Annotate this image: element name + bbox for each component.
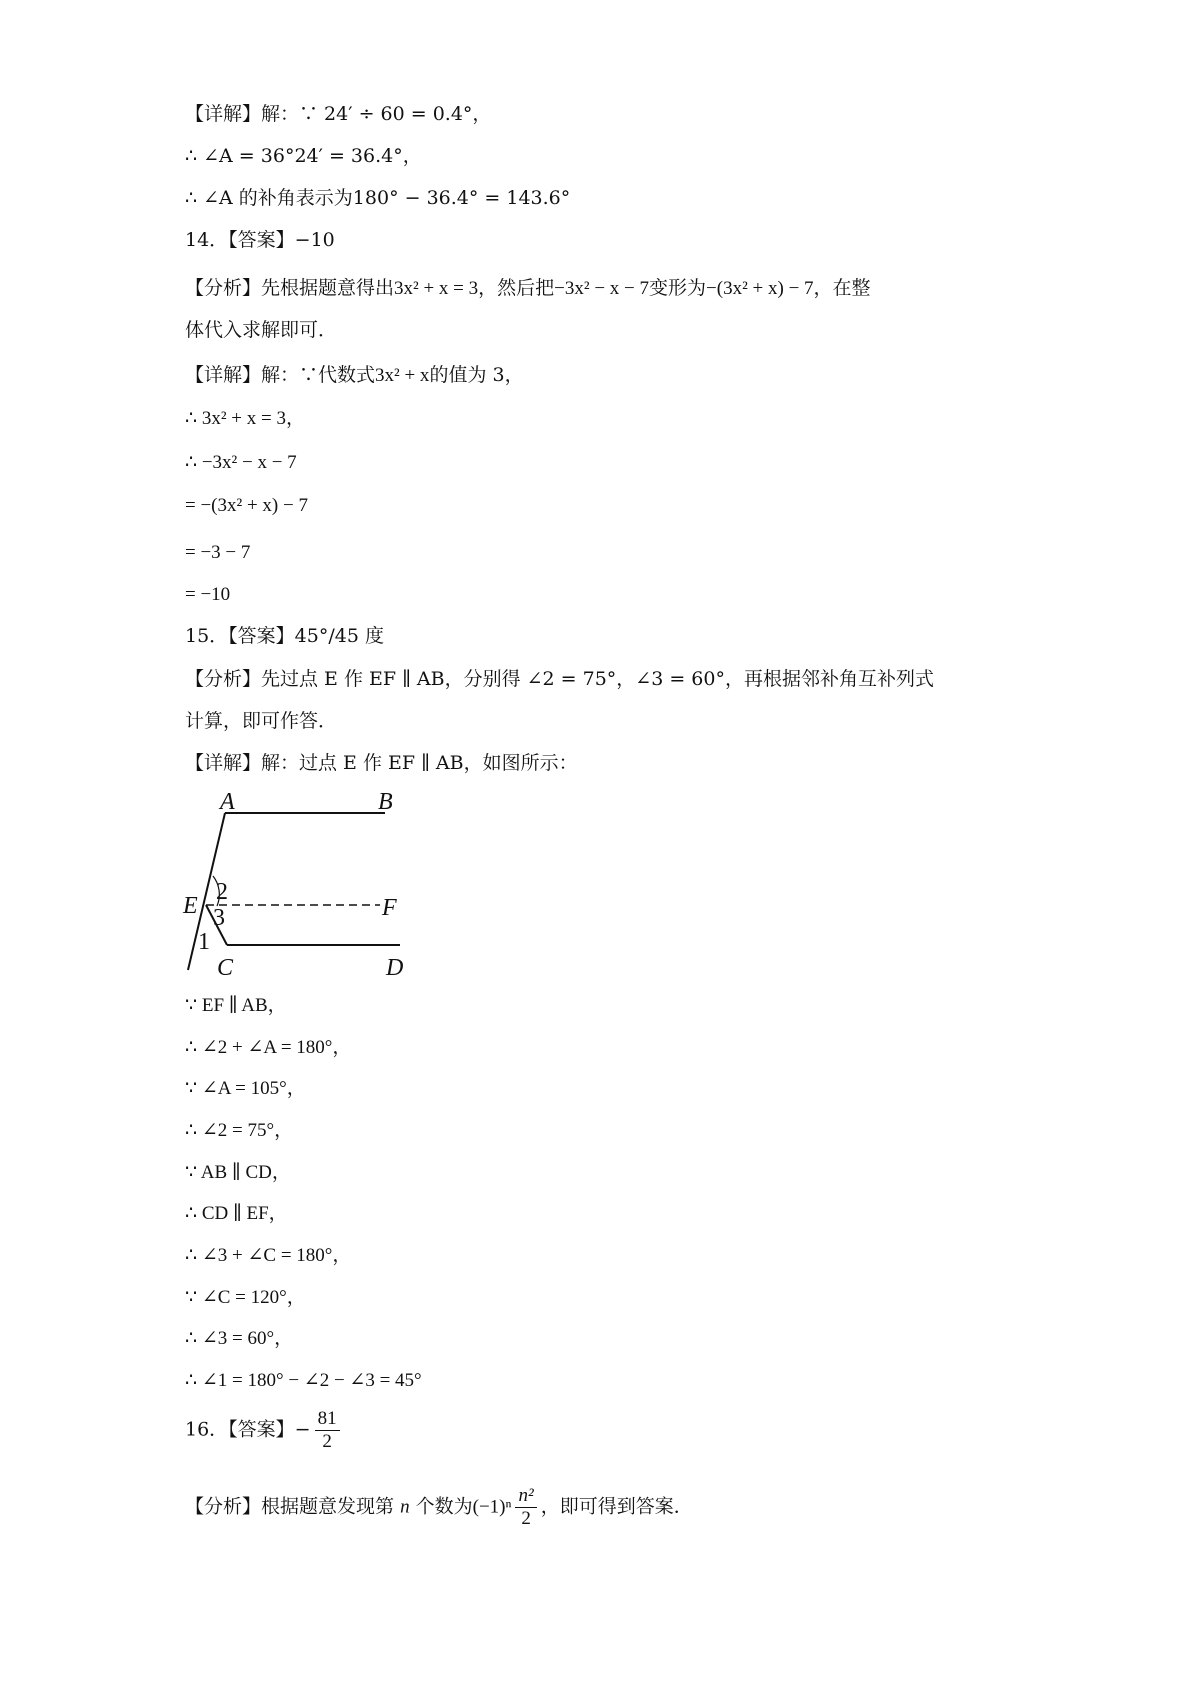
label-e: E <box>183 893 198 919</box>
q15-step-4: ∴ ∠2 = 75°， <box>185 1120 294 1141</box>
q14-detail-expr: 3x² + x <box>375 365 430 386</box>
q16-analysis-suffix: ，即可得到答案． <box>540 1495 693 1518</box>
q14-detail-prefix: 【详解】解：∵代数式 <box>185 364 376 386</box>
q14-step-5: = −10 <box>185 584 231 605</box>
q15-step-10: ∴ ∠1 = 180° − ∠2 − ∠3 = 45° <box>185 1370 422 1391</box>
q16-analysis-prefix: 【分析】根据题意发现第 <box>185 1495 395 1518</box>
label-angle-1: 1 <box>198 929 210 955</box>
q15-step-2: ∴ ∠2 + ∠A = 180°， <box>185 1037 352 1058</box>
q16-answer-numerator: 81 <box>315 1408 340 1431</box>
q13-detail-line-2: ∴ ∠A = 36°24′ = 36.4°， <box>185 145 422 167</box>
label-angle-3: 3 <box>213 905 225 931</box>
q16-answer-denominator: 2 <box>322 1431 332 1452</box>
q16-analysis-n: n <box>400 1496 410 1518</box>
q14-analysis-line-1 <box>185 274 871 303</box>
q14-analysis-expr-3: −(3x² + x) − 7 <box>706 278 814 299</box>
q14-analysis-expr-2: −3x² − x − 7 <box>554 278 650 299</box>
q15-answer: 15．【答案】45°/45 度 <box>185 625 384 647</box>
label-a: A <box>220 789 235 815</box>
q15-step-5: ∵ AB ∥ CD， <box>185 1162 291 1183</box>
q16-analysis-mid: 个数为 <box>415 1495 473 1518</box>
q14-analysis-mid-2: 变形为 <box>649 277 707 299</box>
q14-answer: 14．【答案】−10 <box>185 229 335 251</box>
q15-step-9: ∴ ∠3 = 60°， <box>185 1328 294 1349</box>
q14-step-1: ∴ 3x² + x = 3， <box>185 408 305 429</box>
q14-analysis-expr-1: 3x² + x = 3 <box>394 278 479 299</box>
q14-analysis-mid: ，然后把 <box>478 277 555 299</box>
label-c: C <box>217 955 234 980</box>
label-f: F <box>382 895 397 921</box>
q14-analysis-line-2: 体代入求解即可． <box>185 319 338 341</box>
label-angle-2: 2 <box>216 879 228 905</box>
label-d: D <box>386 955 404 980</box>
q15-step-1: ∵ EF ∥ AB， <box>185 995 287 1016</box>
q14-step-4: = −3 − 7 <box>185 542 251 563</box>
q16-answer-prefix: 16．【答案】− <box>185 1418 311 1441</box>
label-b: B <box>378 789 393 815</box>
q15-step-6: ∴ CD ∥ EF， <box>185 1203 288 1224</box>
q15-analysis-line-1: 【分析】先过点 E 作 EF ∥ AB，分别得 ∠2 = 75°，∠3 = 60°，再根据邻补角互补列式 <box>185 668 934 690</box>
q15-analysis-line-2: 计算，即可作答． <box>185 710 338 732</box>
q15-step-8: ∵ ∠C = 120°， <box>185 1287 306 1308</box>
q15-detail-line: 【详解】解：过点 E 作 EF ∥ AB，如图所示： <box>185 752 578 774</box>
parallel-lines-diagram <box>180 785 420 980</box>
q14-analysis-suffix: ，在整 <box>813 277 871 299</box>
q14-analysis-prefix: 【分析】先根据题意得出 <box>185 277 395 299</box>
q14-detail-suffix: 的值为 3， <box>429 364 524 386</box>
q13-detail-line-1: 【详解】解：∵ 24′ ÷ 60 = 0.4°， <box>185 103 492 125</box>
q16-analysis-expr: (−1)ⁿ <box>472 1496 512 1518</box>
q16-answer-fraction <box>315 1408 340 1453</box>
q16-analysis-line <box>185 1485 693 1530</box>
q13-detail-line-3: ∴ ∠A 的补角表示为180° − 36.4° = 143.6° <box>185 187 571 209</box>
q14-step-3: = −(3x² + x) − 7 <box>185 495 308 516</box>
q14-detail-line <box>185 361 524 390</box>
q15-step-3: ∵ ∠A = 105°， <box>185 1078 306 1099</box>
q16-answer <box>185 1408 344 1453</box>
q16-analysis-frac-denominator: 2 <box>521 1508 531 1529</box>
q14-step-2: ∴ −3x² − x − 7 <box>185 452 297 473</box>
q15-step-7: ∴ ∠3 + ∠C = 180°， <box>185 1245 352 1266</box>
q16-analysis-frac-numerator: n² <box>515 1485 536 1508</box>
q16-analysis-fraction <box>515 1485 536 1530</box>
